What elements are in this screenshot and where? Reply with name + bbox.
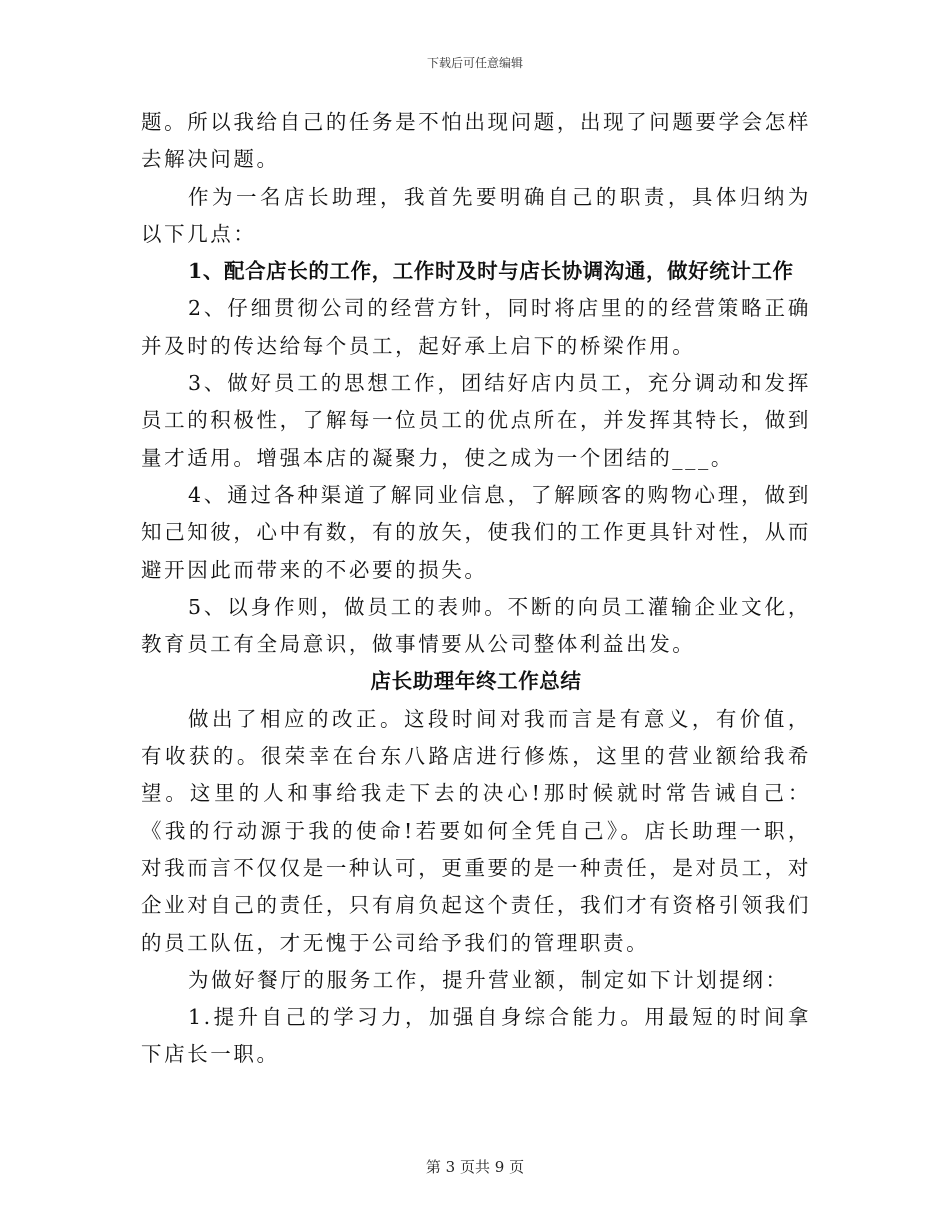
paragraph-duty-1: 1、配合店长的工作，工作时及时与店长协调沟通，做好统计工作 [188, 259, 794, 284]
paragraph-duty-5: 5、以身作则，做员工的表帅。不断的向员工灌输企业文化，教育员工有全局意识，做事情要从公司整体利益出发。 [141, 594, 811, 657]
document-body [141, 104, 811, 1074]
paragraph-continuation: 题。所以我给自己的任务是不怕出现问题，出现了问题要学会怎样去解决问题。 [141, 110, 811, 172]
paragraph-duties-intro: 作为一名店长助理，我首先要明确自己的职责，具体归纳为以下几点： [141, 184, 811, 246]
paragraph-duty-3: 3、做好员工的思想工作，团结好店内员工，充分调动和发挥员工的积极性，了解每一位员工的优点所在，并发挥其特长，做到量才适用。增强本店的凝聚力，使之成为一个团结的___。 [141, 371, 811, 470]
paragraph-summary: 做出了相应的改正。这段时间对我而言是有意义，有价值，有收获的。很荣幸在台东八路店进行修炼，这里的营业额给我希望。这里的人和事给我走下去的决心!那时候就时常告诫自己：《我的行动源于我的使命!若要如何全凭自己》。店长助理一职，对我而言不仅仅是一种认可，更重要的是一种责任，是对员工，对企业对自己的责任，只有肩负起这个责任，我们才有资格引领我们的员工队伍，才无愧于公司给予我们的管理职责。 [141, 706, 811, 955]
paragraph-plan-intro: 为做好餐厅的服务工作，提升营业额，制定如下计划提纲： [188, 967, 789, 992]
section-title: 店长助理年终工作总结 [370, 669, 582, 694]
page-header: 下载后可任意编辑 [426, 56, 523, 70]
paragraph-duty-2: 2、仔细贯彻公司的经营方针，同时将店里的的经营策略正确并及时的传达给每个员工，起好承上启下的桥梁作用。 [141, 296, 811, 358]
paragraph-plan-1: 1.提升自己的学习力，加强自身综合能力。用最短的时间拿下店长一职。 [141, 1005, 811, 1067]
page-number: 第 3 页共 9 页 [425, 1158, 525, 1176]
paragraph-duty-4: 4、通过各种渠道了解同业信息，了解顾客的购物心理，做到知己知彼，心中有数，有的放矢，使我们的工作更具针对性，从而避开因此而带来的不必要的损失。 [141, 482, 811, 582]
